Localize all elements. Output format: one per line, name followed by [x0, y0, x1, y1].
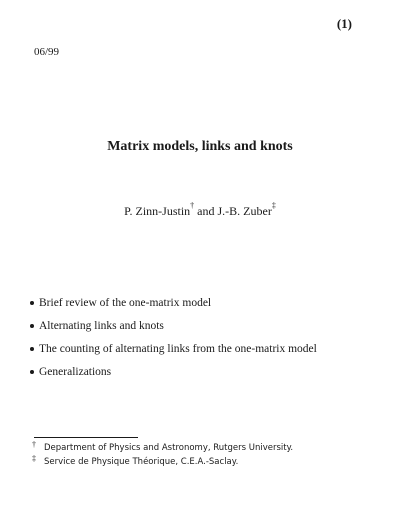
authors-line: [0, 201, 400, 219]
footnote-1-mark: †: [32, 440, 36, 449]
footnote-divider: [34, 437, 138, 438]
outline-list: [30, 296, 317, 388]
author-1: P. Zinn-Justin: [124, 204, 191, 218]
list-item-text: The counting of alternating links from the one-matrix model: [39, 343, 317, 355]
footnote-2: [32, 454, 239, 467]
bullet-icon: [30, 347, 34, 351]
bullet-icon: [30, 370, 34, 374]
footnote-1-text: Department of Physics and Astronomy, Rutgers University.: [44, 443, 294, 453]
author-2: J.-B. Zuber: [217, 204, 272, 218]
page-title: Matrix models, links and knots: [107, 139, 293, 154]
footnote-1: [32, 440, 294, 453]
date: 06/99: [34, 46, 60, 58]
list-item-text: Alternating links and knots: [39, 320, 164, 332]
list-item-text: Generalizations: [39, 366, 112, 378]
footnote-2-text: Service de Physique Théorique, C.E.A.-Saclay.: [44, 457, 239, 467]
bullet-icon: [30, 301, 34, 305]
list-item: [30, 296, 317, 319]
list-item-text: Brief review of the one-matrix model: [39, 297, 212, 309]
authors-connector: and: [194, 204, 218, 218]
author-2-footnote-mark: ‡: [271, 201, 276, 210]
list-item: [30, 342, 317, 365]
bullet-icon: [30, 324, 34, 328]
list-item: [30, 319, 317, 342]
list-item: [30, 365, 317, 388]
author-1-footnote-mark: †: [190, 201, 195, 210]
page-number: (1): [336, 16, 352, 31]
footnote-2-mark: ‡: [32, 454, 36, 463]
